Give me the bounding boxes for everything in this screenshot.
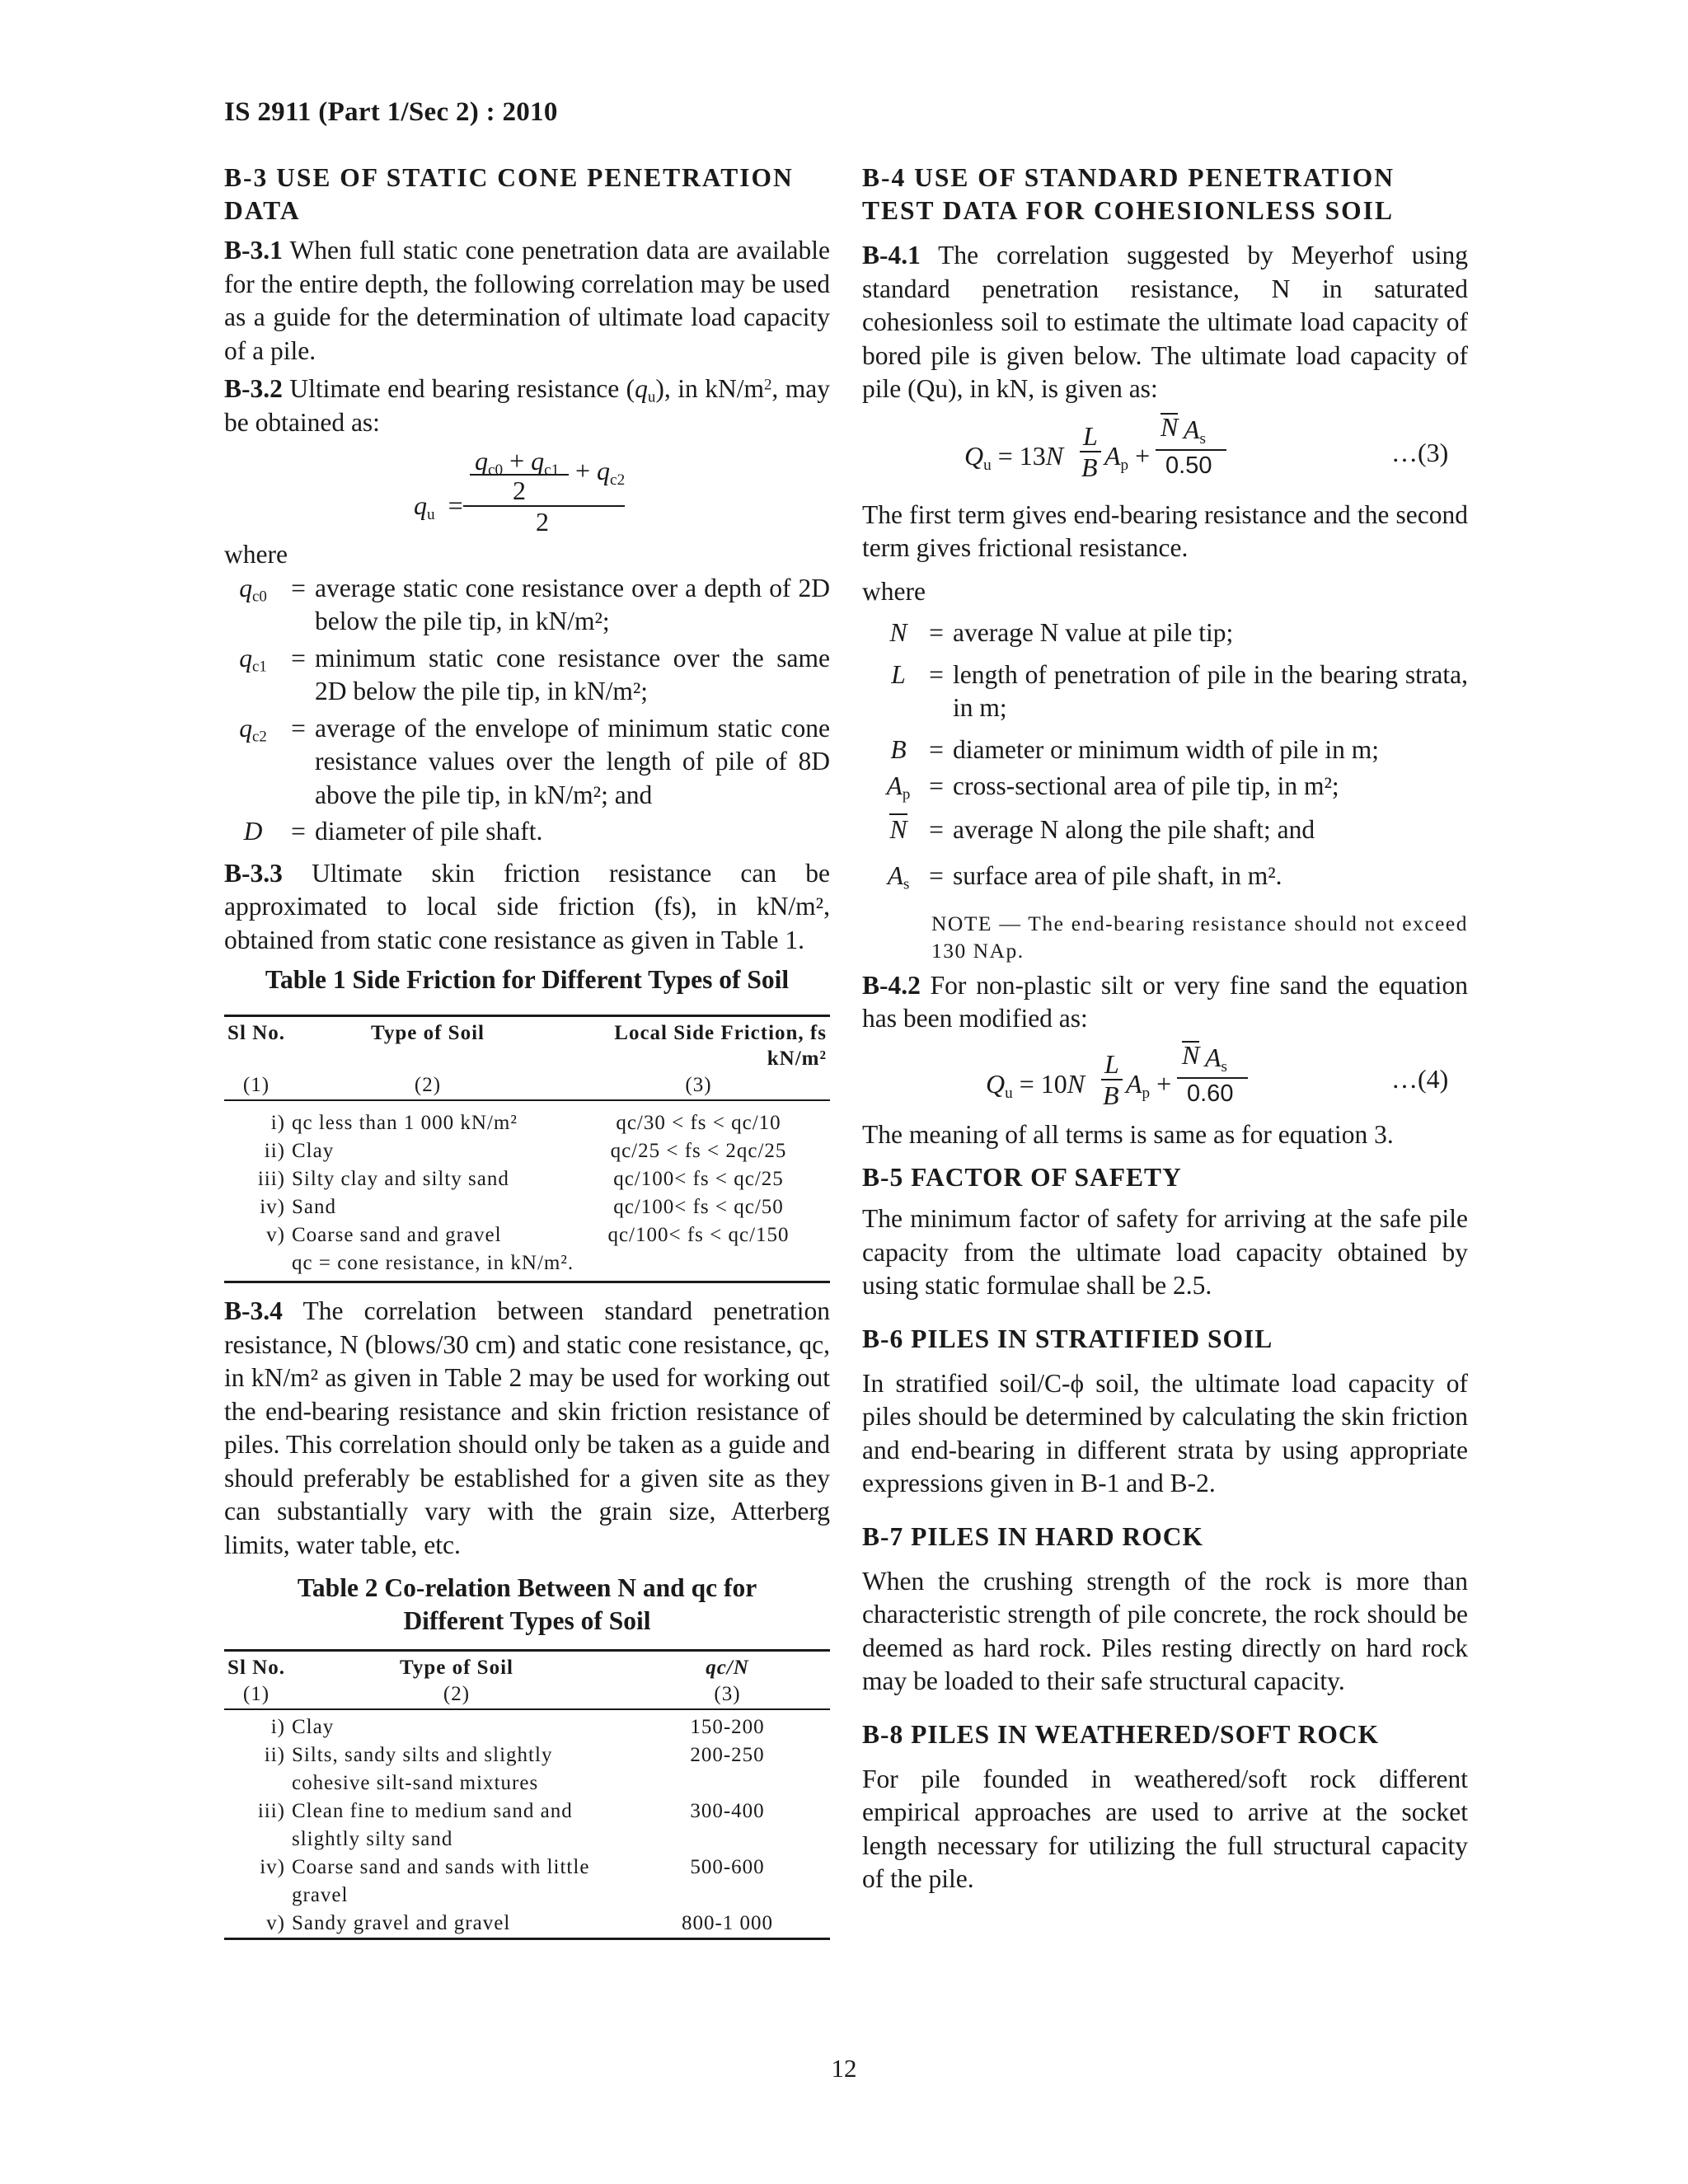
column-number: (2) bbox=[443, 1683, 471, 1705]
clause-number: B-3.4 bbox=[224, 1296, 283, 1325]
page-number: 12 bbox=[831, 2054, 857, 2083]
column-number: (3) bbox=[685, 1074, 712, 1096]
column-header: Sl No. bbox=[227, 1657, 285, 1679]
clause-number: B-4.2 bbox=[862, 970, 921, 1000]
clause-text: The correlation suggested by Meyerhof using standard penetration resistance, N in saturated cohesionless soil to estimate the ultimate load capacity of bored pile is given below. The ultimate load capacity of pile (Qu), in kN, is given as: bbox=[862, 241, 1468, 403]
clause-number: B-3.1 bbox=[224, 236, 283, 265]
clause-number: B-3.3 bbox=[224, 858, 283, 888]
section-b5-title: B-5 FACTOR OF SAFETY bbox=[862, 1163, 1182, 1192]
para-after-eq3: The first term gives end-bearing resistance and the second term gives frictional resistance. bbox=[862, 499, 1468, 562]
section-b7-title: B-7 PILES IN HARD ROCK bbox=[862, 1521, 1204, 1551]
table1-footnote: qc = cone resistance, in kN/m². bbox=[292, 1252, 574, 1274]
equation-3: $Q_u = 13N$ L B $A_p$ + N $A_s$ 0.50 …(3) bbox=[964, 411, 1449, 482]
running-head: IS 2911 (Part 1/Sec 2) : 2010 bbox=[224, 97, 558, 127]
table-row: iv) Coarse sand and sands with little gravel 500-600 bbox=[260, 1856, 765, 1906]
para-b5: The minimum factor of safety for arriving at the safe pile capacity from the ultimate load capacity obtained by using static formulae shall be 2.5. bbox=[862, 1204, 1468, 1300]
equation-label: …(4) bbox=[1391, 1063, 1449, 1094]
para-b6: In stratified soil/C-ϕ soil, the ultimate load capacity of piles should be determined by calculating the skin friction and end-bearing in different strata by using appropriate expressions given in B-1 and B-2. bbox=[862, 1368, 1468, 1497]
table1-caption: Table 1 Side Friction for Different Types of Soil bbox=[265, 965, 790, 994]
para-b42 bbox=[862, 969, 1468, 1036]
symbol: q bbox=[635, 374, 648, 403]
column-header: Type of Soil bbox=[400, 1657, 513, 1679]
table-row: v) Coarse sand and gravel qc/100< fs < qc/150 bbox=[266, 1224, 790, 1246]
definition-D: D = diameter of pile shaft. bbox=[243, 817, 543, 846]
table2 bbox=[224, 1649, 830, 1940]
table-row: i) Clay 150-200 bbox=[270, 1716, 765, 1738]
section-b4-title: B-4 USE OF STANDARD PENETRATION TEST DATA FOR COHESIONLESS SOIL bbox=[862, 163, 1395, 225]
right-column bbox=[862, 162, 1468, 1896]
para-b33 bbox=[224, 857, 830, 958]
column-header: Type of Soil bbox=[371, 1022, 485, 1044]
para-b31 bbox=[224, 234, 830, 368]
clause-text: ), in kN/m bbox=[655, 374, 764, 403]
definition-B: B = diameter or minimum width of pile in m; bbox=[890, 734, 1380, 764]
equation-label: …(3) bbox=[1391, 437, 1449, 467]
definition-qc1: $q_{c1}$ = minimum static cone resistance over the same 2D below the pile tip, in kN/m²; bbox=[239, 643, 830, 705]
column-header: Sl No. bbox=[227, 1022, 285, 1044]
table-row: i) qc less than 1 000 kN/m² qc/30 < fs < qc/10 bbox=[270, 1112, 781, 1134]
column-number: (1) bbox=[242, 1683, 270, 1705]
left-column bbox=[224, 162, 830, 1940]
definition-N: N = average N value at pile tip; bbox=[889, 618, 1234, 647]
column-number: (1) bbox=[242, 1074, 270, 1096]
clause-number: B-3.2 bbox=[224, 374, 283, 403]
definition-As: $A_s$ = surface area of pile shaft, in m². bbox=[887, 861, 1282, 893]
table-row: iv) Sand qc/100< fs < qc/50 bbox=[260, 1196, 784, 1218]
column-header: qc/N bbox=[706, 1657, 749, 1679]
table-row: v) Sandy gravel and gravel 800-1 000 bbox=[224, 1910, 830, 1939]
table-row: ii) Silts, sandy silts and slightly cohesive silt-sand mixtures 200-250 bbox=[264, 1744, 765, 1794]
table-row: ii) Clay qc/25 < fs < 2qc/25 bbox=[264, 1140, 787, 1162]
table-row: iii) Clean fine to medium sand and slightly silty sand 300-400 bbox=[257, 1800, 765, 1850]
clause-text: When full static cone penetration data are available for the entire depth, the following correlation may be used as a guide for the determination of ultimate load capacity of a pile. bbox=[224, 236, 830, 365]
definition-Nbar: N = average N along the pile shaft; and bbox=[889, 814, 1315, 844]
definition-qc2: $q_{c2}$ = average of the envelope of minimum static cone resistance values over the length of pile of 8D above the pile tip, in kN/m²; and bbox=[239, 713, 830, 809]
para-b41 bbox=[862, 239, 1468, 406]
equation-4: $Q_u = 10N$ L B $A_p$ + N $A_s$ 0.60 …(4) bbox=[986, 1039, 1449, 1110]
section-b3-title: B-3 USE OF STATIC CONE PENETRATION DATA bbox=[224, 163, 794, 225]
note: NOTE — The end-bearing resistance should not exceed 130 NAp. bbox=[931, 911, 1468, 963]
table2-caption: Table 2 Co-relation Between N and qc for Different Types of Soil bbox=[297, 1573, 757, 1635]
definitions-list bbox=[224, 572, 830, 849]
definition-qc0: $q_{c0}$ = average static cone resistance over a depth of 2D below the pile tip, in kN/m²; bbox=[239, 573, 830, 635]
table-row: iii) Silty clay and silty sand qc/100< fs < qc/25 bbox=[257, 1168, 784, 1190]
section-b6-title: B-6 PILES IN STRATIFIED SOIL bbox=[862, 1324, 1273, 1353]
clause-number: B-4.1 bbox=[862, 241, 921, 269]
where-label: where bbox=[224, 540, 288, 569]
clause-text: The correlation between standard penetration resistance, N (blows/30 cm) and static cone resistance, qc, in kN/m² as given in Table 2 may be used for working out the end-bearing resistance and skin friction resistance of piles. This correlation should only be taken as a guide and should preferably be established for a given site as they can substantially vary with the grain size, Atterberg limits, water table, etc. bbox=[224, 1296, 830, 1559]
where-label: where bbox=[862, 576, 926, 606]
clause-text: Ultimate skin friction resistance can be approximated to local side friction (fs), in kN/m², obtained from static cone resistance as given in Table 1. bbox=[224, 858, 831, 954]
table1 bbox=[224, 1015, 830, 1283]
clause-text: , may be obtained as: bbox=[224, 374, 831, 437]
section-b8-title: B-8 PILES IN WEATHERED/SOFT ROCK bbox=[862, 1719, 1380, 1749]
definition-L: L = length of penetration of pile in the bearing strata, in m; bbox=[891, 659, 1468, 722]
para-b7: When the crushing strength of the rock is more than characteristic strength of pile concrete, the rock should be deemed as hard rock. Piles resting directly on hard rock may be loaded to their safe structural capacity. bbox=[862, 1566, 1468, 1695]
para-b8: For pile founded in weathered/soft rock different empirical approaches are used to arrive at the socket length necessary for utilizing the full structural capacity of the pile. bbox=[862, 1764, 1468, 1893]
column-number: (3) bbox=[714, 1683, 741, 1705]
column-number: (2) bbox=[414, 1074, 442, 1096]
definition-Ap: $A_p$ = cross-sectional area of pile tip, in m²; bbox=[886, 771, 1339, 804]
para-b32: B-3.2 Ultimate end bearing resistance $(q_u)$, in $kN/m^2$, may be obtained as: bbox=[224, 374, 831, 437]
clause-text: Ultimate end bearing resistance ( bbox=[289, 374, 635, 403]
column-header: Local Side Friction, fs kN/m² bbox=[614, 1022, 827, 1070]
para-b34 bbox=[224, 1295, 830, 1562]
para-after-eq4: The meaning of all terms is same as for equation 3. bbox=[862, 1119, 1394, 1149]
equation-qu: $q_{c0} + q_{c1}$ 2 + $q_{c2}$ $q_u$ = 2 bbox=[414, 446, 626, 537]
clause-text: For non-plastic silt or very fine sand the equation has been modified as: bbox=[862, 970, 1468, 1033]
definitions-list bbox=[877, 616, 1468, 893]
